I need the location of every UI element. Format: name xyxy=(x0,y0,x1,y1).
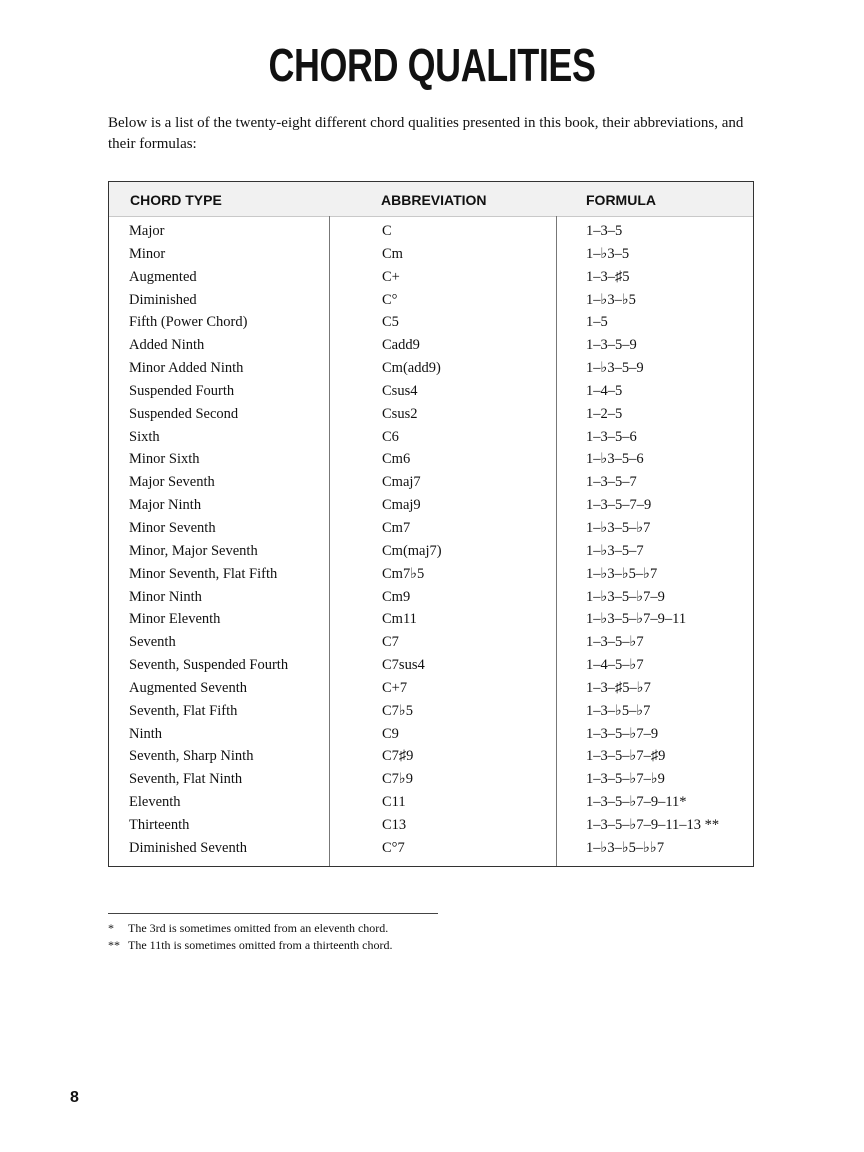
table-row xyxy=(109,403,753,426)
table-row xyxy=(109,700,753,723)
table-row xyxy=(109,677,753,700)
table-row xyxy=(109,220,753,243)
formula-cell: 1–3–5 xyxy=(586,223,623,239)
table-row xyxy=(109,745,753,768)
chord-type-cell: Ninth xyxy=(129,725,163,742)
chord-type-cell: Diminished Seventh xyxy=(129,839,248,856)
footnotes xyxy=(108,920,393,954)
table-row xyxy=(109,586,753,609)
abbreviation-cell: C7sus4 xyxy=(382,657,425,674)
chord-type-cell: Seventh, Sharp Ninth xyxy=(129,748,254,765)
formula-cell: 1–5 xyxy=(586,314,608,331)
formula-cell: 1–3–5–♭7–♯9 xyxy=(586,748,666,765)
footnote-mark: ** xyxy=(108,938,120,952)
chord-type-cell: Thirteenth xyxy=(129,816,190,833)
chord-type-cell: Eleventh xyxy=(129,794,181,811)
abbreviation-cell: C+7 xyxy=(382,679,408,696)
table-row xyxy=(109,448,753,471)
formula-cell: 1–♭3–5 xyxy=(586,245,630,262)
formula-cell: 1–3–5–♭7–♭9 xyxy=(586,771,665,788)
chord-type-cell: Seventh, Flat Ninth xyxy=(129,771,243,788)
abbreviation-cell: Cmaj7 xyxy=(382,474,421,491)
footnote xyxy=(108,937,393,954)
formula-cell: 1–3–5–♭7–9–11* xyxy=(586,794,687,811)
table-row xyxy=(109,311,753,334)
abbreviation-cell: C+ xyxy=(382,268,400,285)
table-row xyxy=(109,540,753,563)
abbreviation-cell: C xyxy=(382,223,392,239)
table-row xyxy=(109,723,753,746)
chord-type-cell: Minor Added Ninth xyxy=(129,360,244,377)
formula-cell: 1–♭3–5–♭7–9–11 xyxy=(586,611,687,628)
table-row xyxy=(109,426,753,449)
formula-cell: 1–♭3–5–♭7–9 xyxy=(586,588,665,605)
abbreviation-cell: Cmaj9 xyxy=(382,497,421,514)
table-row xyxy=(109,631,753,654)
formula-cell: 1–4–5 xyxy=(586,382,623,399)
footnote-text: The 11th is sometimes omitted from a thirteenth chord. xyxy=(128,938,393,952)
chord-type-cell: Seventh xyxy=(129,634,176,651)
abbreviation-cell: C11 xyxy=(382,794,406,811)
formula-cell: 1–3–5–6 xyxy=(586,428,637,445)
chord-type-cell: Augmented Seventh xyxy=(129,679,247,696)
abbreviation-cell: Csus2 xyxy=(382,405,418,422)
chord-type-cell: Major xyxy=(129,223,165,239)
table-row xyxy=(109,380,753,403)
abbreviation-cell: C13 xyxy=(382,816,407,833)
abbreviation-cell: Cm7 xyxy=(382,519,411,536)
abbreviation-cell: C7♭9 xyxy=(382,771,414,788)
formula-cell: 1–♭3–5–7 xyxy=(586,542,644,559)
abbreviation-cell: C7 xyxy=(382,634,399,651)
abbreviation-cell: C°7 xyxy=(382,839,405,856)
table-row xyxy=(109,471,753,494)
abbreviation-cell: Cm xyxy=(382,245,403,262)
table-row xyxy=(109,654,753,677)
table-row xyxy=(109,266,753,289)
chord-type-cell: Added Ninth xyxy=(129,337,205,354)
abbreviation-cell: C5 xyxy=(382,314,399,331)
formula-cell: 1–2–5 xyxy=(586,405,623,422)
table-row xyxy=(109,768,753,791)
formula-cell: 1–3–5–♭7 xyxy=(586,634,644,651)
page-title: CHORD QUALITIES xyxy=(268,39,596,91)
table-row xyxy=(109,517,753,540)
formula-cell: 1–3–5–7 xyxy=(586,474,637,491)
abbreviation-cell: Cm(maj7) xyxy=(382,542,442,559)
table-row xyxy=(109,334,753,357)
formula-cell: 1–3–5–9 xyxy=(586,337,637,354)
abbreviation-cell: Cm7♭5 xyxy=(382,565,425,582)
chord-type-cell: Minor xyxy=(129,245,166,262)
formula-cell: 1–3–5–♭7–9–11–13 ** xyxy=(586,816,720,833)
table-row xyxy=(109,243,753,266)
chord-type-cell: Sixth xyxy=(129,428,160,445)
chord-type-cell: Major Ninth xyxy=(129,497,202,514)
table-row xyxy=(109,608,753,631)
chord-type-cell: Suspended Second xyxy=(129,405,239,422)
formula-cell: 1–3–5–7–9 xyxy=(586,497,652,514)
formula-cell: 1–♭3–5–♭7 xyxy=(586,519,651,536)
table-row xyxy=(109,357,753,380)
abbreviation-cell: Cm6 xyxy=(382,451,411,468)
formula-cell: 1–3–5–♭7–9 xyxy=(586,725,659,742)
chord-qualities-table xyxy=(108,181,754,867)
header-formula: FORMULA xyxy=(586,192,656,208)
footnote xyxy=(108,920,393,937)
page-number: 8 xyxy=(70,1089,79,1106)
abbreviation-cell: Csus4 xyxy=(382,382,418,399)
intro-paragraph: Below is a list of the twenty-eight different chord qualities presented in this book, their abbreviations, and their formulas: xyxy=(108,115,744,152)
formula-cell: 1–4–5–♭7 xyxy=(586,657,644,674)
formula-cell: 1–♭3–5–6 xyxy=(586,451,644,468)
chord-type-cell: Minor Sixth xyxy=(129,451,200,468)
formula-cell: 1–♭3–♭5–♭♭7 xyxy=(586,839,665,856)
table-row xyxy=(109,494,753,517)
chord-type-cell: Minor Seventh, Flat Fifth xyxy=(129,565,278,582)
header-abbreviation: ABBREVIATION xyxy=(381,192,487,208)
chord-type-cell: Augmented xyxy=(129,268,197,285)
footnote-divider xyxy=(108,913,438,914)
abbreviation-cell: Cm11 xyxy=(382,611,417,628)
formula-cell: 1–3–♯5 xyxy=(586,268,630,285)
chord-type-cell: Minor Ninth xyxy=(129,588,202,605)
table-row xyxy=(109,289,753,312)
table-row xyxy=(109,837,753,860)
abbreviation-cell: Cadd9 xyxy=(382,337,420,354)
chord-type-cell: Diminished xyxy=(129,291,197,308)
formula-cell: 1–♭3–♭5–♭7 xyxy=(586,565,658,582)
abbreviation-cell: C7♯9 xyxy=(382,748,414,765)
formula-cell: 1–♭3–♭5 xyxy=(586,291,636,308)
chord-type-cell: Minor Seventh xyxy=(129,519,216,536)
formula-cell: 1–3–♭5–♭7 xyxy=(586,702,651,719)
abbreviation-cell: Cm9 xyxy=(382,588,411,605)
formula-cell: 1–3–♯5–♭7 xyxy=(586,679,651,696)
abbreviation-cell: C7♭5 xyxy=(382,702,414,719)
abbreviation-cell: C9 xyxy=(382,725,399,742)
chord-type-cell: Seventh, Flat Fifth xyxy=(129,702,238,719)
abbreviation-cell: Cm(add9) xyxy=(382,360,441,377)
footnote-mark: * xyxy=(108,921,114,935)
abbreviation-cell: C6 xyxy=(382,428,399,445)
table-row xyxy=(109,791,753,814)
abbreviation-cell: C° xyxy=(382,291,398,308)
chord-type-cell: Major Seventh xyxy=(129,474,215,491)
formula-cell: 1–♭3–5–9 xyxy=(586,360,644,377)
table-row xyxy=(109,814,753,837)
chord-type-cell: Seventh, Suspended Fourth xyxy=(129,657,289,674)
footnote-text: The 3rd is sometimes omitted from an eleventh chord. xyxy=(128,921,389,935)
header-chord-type: CHORD TYPE xyxy=(130,192,222,208)
table-header xyxy=(109,182,753,217)
table-body xyxy=(109,220,753,860)
chord-type-cell: Suspended Fourth xyxy=(129,382,235,399)
table-row xyxy=(109,563,753,586)
chord-type-cell: Minor, Major Seventh xyxy=(129,542,258,559)
chord-type-cell: Minor Eleventh xyxy=(129,611,221,628)
chord-type-cell: Fifth (Power Chord) xyxy=(129,314,248,331)
